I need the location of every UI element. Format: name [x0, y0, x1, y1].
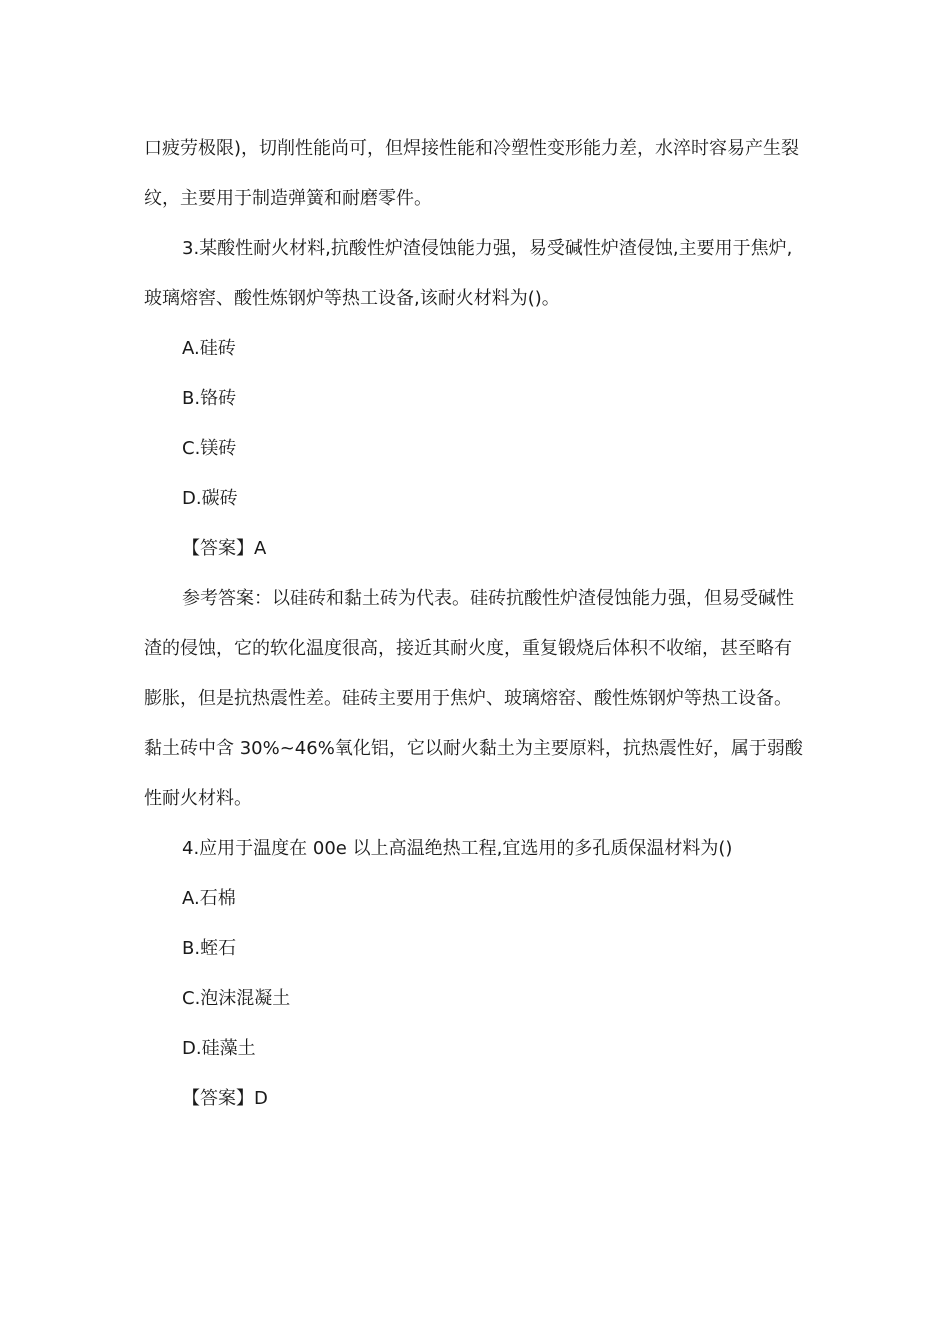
option-c: C.镁砖 — [182, 438, 237, 459]
option-d: D.硅藻土 — [182, 1038, 256, 1059]
option-a: A.石棉 — [182, 888, 236, 909]
answer-3: 【答案】A — [182, 538, 267, 559]
question-3: 3.某酸性耐火材料,抗酸性炉渣侵蚀能力强，易受碱性炉渣侵蚀,主要用于焦炉,玻璃熔窖、酸性炼钢炉等热工设备,该耐火材料为()。 — [144, 238, 793, 309]
option-c: C.泡沫混凝土 — [182, 988, 291, 1009]
option-d: D.碳砖 — [182, 488, 238, 509]
option-b: B.蛭石 — [182, 938, 237, 959]
option-b: B.铬砖 — [182, 388, 237, 409]
option-a: A.硅砖 — [182, 338, 236, 359]
reference-answer: 参考答案：以硅砖和黏土砖为代表。硅砖抗酸性炉渣侵蚀能力强，但易受碱性渣的侵蚀，它的软化温度很高，接近其耐火度，重复锻烧后体积不收缩，甚至略有膨胀，但是抗热震性差。硅砖主要用于焦炉、玻璃熔窑、酸性炼钢炉等热工设备。黏土砖中含 30%~46%氧化铝，它以耐火黏土为主要原料，抗热震性好，属于弱酸性耐火材料。 — [144, 588, 803, 809]
paragraph-continuation: 口疲劳极限)，切削性能尚可，但焊接性能和冷塑性变形能力差，水淬时容易产生裂纹，主要用于制造弹簧和耐磨零件。 — [144, 138, 800, 209]
answer-4: 【答案】D — [182, 1088, 268, 1109]
question-4: 4.应用于温度在 00e 以上高温绝热工程,宜选用的多孔质保温材料为() — [182, 838, 733, 859]
